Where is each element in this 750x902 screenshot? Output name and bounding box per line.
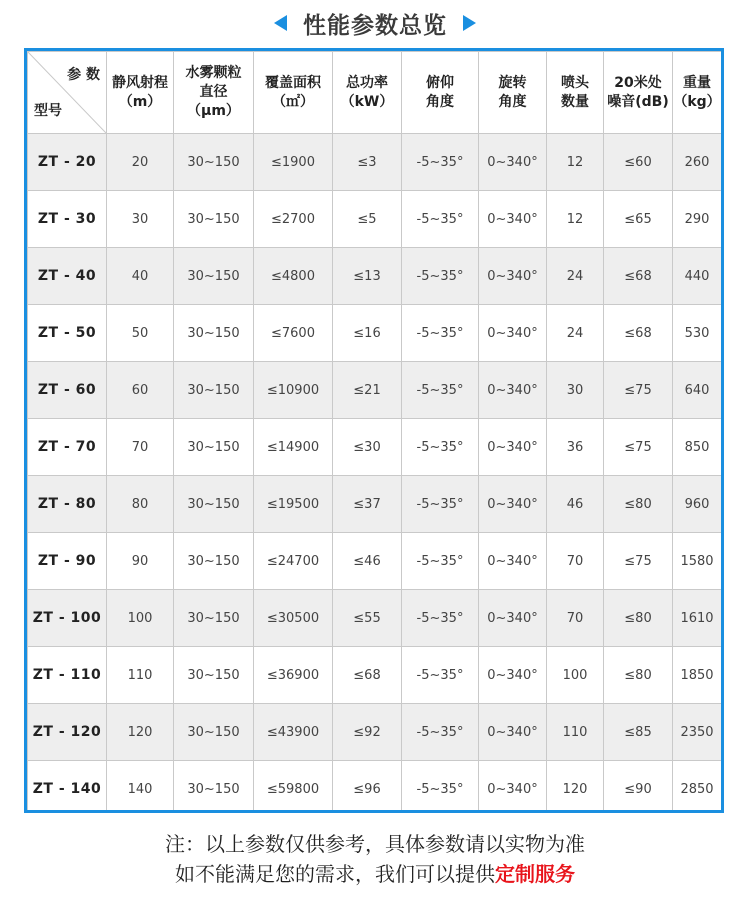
value-cell: ≤10900 bbox=[254, 362, 333, 419]
note-line-1: 注：以上参数仅供参考，具体参数请以实物为准 bbox=[165, 832, 585, 856]
value-cell: 260 bbox=[673, 134, 722, 191]
value-cell: 50 bbox=[107, 305, 174, 362]
value-cell: 24 bbox=[547, 305, 604, 362]
model-cell: ZT - 110 bbox=[28, 647, 107, 704]
value-cell: ≤16 bbox=[333, 305, 402, 362]
value-cell: 2850 bbox=[673, 761, 722, 814]
right-triangle-icon bbox=[463, 15, 476, 31]
table-row bbox=[28, 704, 722, 761]
value-cell: ≤5 bbox=[333, 191, 402, 248]
value-cell: 1850 bbox=[673, 647, 722, 704]
value-cell: ≤46 bbox=[333, 533, 402, 590]
model-cell: ZT - 90 bbox=[28, 533, 107, 590]
column-header-line: （㎡） bbox=[272, 93, 314, 110]
corner-header bbox=[28, 52, 107, 134]
table-row bbox=[28, 362, 722, 419]
custom-service-highlight: 定制服务 bbox=[495, 862, 575, 886]
model-cell: ZT - 20 bbox=[28, 134, 107, 191]
column-header-line: 角度 bbox=[426, 93, 454, 110]
value-cell: 1580 bbox=[673, 533, 722, 590]
table-row bbox=[28, 248, 722, 305]
table-row bbox=[28, 134, 722, 191]
value-cell: 100 bbox=[107, 590, 174, 647]
value-cell: ≤80 bbox=[604, 590, 673, 647]
value-cell: 0~340° bbox=[479, 761, 547, 814]
value-cell: 30~150 bbox=[174, 248, 254, 305]
value-cell: 12 bbox=[547, 191, 604, 248]
value-cell: 0~340° bbox=[479, 647, 547, 704]
value-cell: 100 bbox=[547, 647, 604, 704]
value-cell: 90 bbox=[107, 533, 174, 590]
value-cell: ≤30500 bbox=[254, 590, 333, 647]
column-header-line: 覆盖面积 bbox=[265, 74, 321, 91]
column-header-line: （m） bbox=[118, 93, 162, 110]
column-header-line: 直径 bbox=[199, 84, 228, 100]
value-cell: 30 bbox=[107, 191, 174, 248]
value-cell: -5~35° bbox=[402, 647, 479, 704]
value-cell: 530 bbox=[673, 305, 722, 362]
note-line-2-text: 如不能满足您的需求，我们可以提供 bbox=[175, 862, 495, 886]
value-cell: 0~340° bbox=[479, 533, 547, 590]
value-cell: 30~150 bbox=[174, 362, 254, 419]
value-cell: ≤3 bbox=[333, 134, 402, 191]
value-cell: 24 bbox=[547, 248, 604, 305]
value-cell: 30~150 bbox=[174, 191, 254, 248]
value-cell: 30~150 bbox=[174, 647, 254, 704]
table-row bbox=[28, 590, 722, 647]
value-cell: 30~150 bbox=[174, 590, 254, 647]
value-cell: 30~150 bbox=[174, 134, 254, 191]
value-cell: ≤85 bbox=[604, 704, 673, 761]
model-cell: ZT - 60 bbox=[28, 362, 107, 419]
model-cell: ZT - 30 bbox=[28, 191, 107, 248]
model-cell: ZT - 120 bbox=[28, 704, 107, 761]
value-cell: ≤75 bbox=[604, 362, 673, 419]
value-cell: 0~340° bbox=[479, 134, 547, 191]
value-cell: 140 bbox=[107, 761, 174, 814]
value-cell: -5~35° bbox=[402, 704, 479, 761]
value-cell: ≤55 bbox=[333, 590, 402, 647]
value-cell: ≤13 bbox=[333, 248, 402, 305]
column-header-line: 总功率 bbox=[346, 74, 388, 91]
column-header-line: （μm） bbox=[187, 103, 240, 119]
table-row bbox=[28, 533, 722, 590]
value-cell: 30~150 bbox=[174, 305, 254, 362]
value-cell: 0~340° bbox=[479, 191, 547, 248]
value-cell: 30~150 bbox=[174, 533, 254, 590]
value-cell: 0~340° bbox=[479, 704, 547, 761]
column-header-line: （kW） bbox=[340, 93, 394, 110]
value-cell: 0~340° bbox=[479, 362, 547, 419]
value-cell: 640 bbox=[673, 362, 722, 419]
value-cell: 80 bbox=[107, 476, 174, 533]
value-cell: ≤65 bbox=[604, 191, 673, 248]
value-cell: ≤43900 bbox=[254, 704, 333, 761]
value-cell: ≤1900 bbox=[254, 134, 333, 191]
value-cell: -5~35° bbox=[402, 248, 479, 305]
column-header-line: 噪音(dB) bbox=[607, 93, 669, 110]
value-cell: 440 bbox=[673, 248, 722, 305]
model-cell: ZT - 100 bbox=[28, 590, 107, 647]
value-cell: 70 bbox=[547, 590, 604, 647]
value-cell: ≤19500 bbox=[254, 476, 333, 533]
value-cell: ≤80 bbox=[604, 647, 673, 704]
spec-table bbox=[27, 51, 722, 813]
table-row bbox=[28, 305, 722, 362]
table-row bbox=[28, 419, 722, 476]
value-cell: -5~35° bbox=[402, 191, 479, 248]
column-header bbox=[333, 52, 402, 134]
value-cell: 0~340° bbox=[479, 419, 547, 476]
value-cell: 0~340° bbox=[479, 305, 547, 362]
table-body bbox=[28, 134, 722, 814]
value-cell: -5~35° bbox=[402, 533, 479, 590]
value-cell: 40 bbox=[107, 248, 174, 305]
value-cell: 70 bbox=[107, 419, 174, 476]
value-cell: 110 bbox=[107, 647, 174, 704]
value-cell: ≤60 bbox=[604, 134, 673, 191]
value-cell: -5~35° bbox=[402, 761, 479, 814]
value-cell: 850 bbox=[673, 419, 722, 476]
column-header bbox=[402, 52, 479, 134]
value-cell: ≤75 bbox=[604, 419, 673, 476]
value-cell: -5~35° bbox=[402, 590, 479, 647]
value-cell: ≤24700 bbox=[254, 533, 333, 590]
value-cell: 20 bbox=[107, 134, 174, 191]
value-cell: 30~150 bbox=[174, 476, 254, 533]
value-cell: 960 bbox=[673, 476, 722, 533]
value-cell: 0~340° bbox=[479, 590, 547, 647]
page-title: 性能参数总览 bbox=[303, 12, 447, 39]
value-cell: ≤92 bbox=[333, 704, 402, 761]
value-cell: ≤68 bbox=[333, 647, 402, 704]
value-cell: ≤75 bbox=[604, 533, 673, 590]
column-header-line: 重量 bbox=[683, 74, 711, 91]
value-cell: 2350 bbox=[673, 704, 722, 761]
column-header bbox=[604, 52, 673, 134]
spec-table-frame bbox=[24, 48, 724, 813]
value-cell: 36 bbox=[547, 419, 604, 476]
column-header-line: 水雾颗粒 bbox=[185, 65, 242, 81]
value-cell: 30 bbox=[547, 362, 604, 419]
value-cell: -5~35° bbox=[402, 419, 479, 476]
column-header-line: 数量 bbox=[561, 93, 589, 110]
value-cell: ≤37 bbox=[333, 476, 402, 533]
value-cell: 1610 bbox=[673, 590, 722, 647]
column-header bbox=[107, 52, 174, 134]
value-cell: ≤96 bbox=[333, 761, 402, 814]
column-header-line: （kg） bbox=[673, 93, 721, 110]
value-cell: 60 bbox=[107, 362, 174, 419]
value-cell: 290 bbox=[673, 191, 722, 248]
value-cell: 30~150 bbox=[174, 419, 254, 476]
corner-param-label: 参 数 bbox=[67, 67, 100, 83]
column-header bbox=[547, 52, 604, 134]
table-row bbox=[28, 761, 722, 814]
left-triangle-icon bbox=[274, 15, 287, 31]
value-cell: ≤4800 bbox=[254, 248, 333, 305]
value-cell: ≤36900 bbox=[254, 647, 333, 704]
value-cell: 120 bbox=[107, 704, 174, 761]
column-header bbox=[254, 52, 333, 134]
column-header-line: 俯仰 bbox=[426, 74, 454, 91]
table-row bbox=[28, 191, 722, 248]
column-header bbox=[174, 52, 254, 134]
column-header bbox=[479, 52, 547, 134]
table-row bbox=[28, 647, 722, 704]
value-cell: 30~150 bbox=[174, 761, 254, 814]
header-row bbox=[28, 52, 722, 134]
value-cell: 120 bbox=[547, 761, 604, 814]
value-cell: ≤68 bbox=[604, 305, 673, 362]
column-header-line: 角度 bbox=[498, 93, 527, 110]
value-cell: ≤59800 bbox=[254, 761, 333, 814]
value-cell: ≤2700 bbox=[254, 191, 333, 248]
column-header-line: 旋转 bbox=[498, 74, 527, 91]
value-cell: 46 bbox=[547, 476, 604, 533]
corner-model-label: 型号 bbox=[34, 103, 62, 119]
value-cell: -5~35° bbox=[402, 134, 479, 191]
column-header bbox=[673, 52, 722, 134]
value-cell: 12 bbox=[547, 134, 604, 191]
value-cell: ≤21 bbox=[333, 362, 402, 419]
value-cell: ≤68 bbox=[604, 248, 673, 305]
value-cell: 70 bbox=[547, 533, 604, 590]
value-cell: ≤80 bbox=[604, 476, 673, 533]
value-cell: 30~150 bbox=[174, 704, 254, 761]
value-cell: ≤90 bbox=[604, 761, 673, 814]
model-cell: ZT - 50 bbox=[28, 305, 107, 362]
value-cell: -5~35° bbox=[402, 305, 479, 362]
model-cell: ZT - 70 bbox=[28, 419, 107, 476]
value-cell: ≤14900 bbox=[254, 419, 333, 476]
column-header-line: 喷头 bbox=[561, 74, 589, 91]
title-bar bbox=[0, 6, 750, 40]
model-cell: ZT - 40 bbox=[28, 248, 107, 305]
value-cell: 0~340° bbox=[479, 248, 547, 305]
value-cell: 110 bbox=[547, 704, 604, 761]
column-header-line: 静风射程 bbox=[112, 74, 168, 91]
table-row bbox=[28, 476, 722, 533]
model-cell: ZT - 140 bbox=[28, 761, 107, 814]
value-cell: 0~340° bbox=[479, 476, 547, 533]
value-cell: ≤7600 bbox=[254, 305, 333, 362]
column-header-line: 20米处 bbox=[614, 74, 662, 91]
value-cell: -5~35° bbox=[402, 476, 479, 533]
value-cell: -5~35° bbox=[402, 362, 479, 419]
note-line-2 bbox=[0, 858, 750, 887]
model-cell: ZT - 80 bbox=[28, 476, 107, 533]
value-cell: ≤30 bbox=[333, 419, 402, 476]
